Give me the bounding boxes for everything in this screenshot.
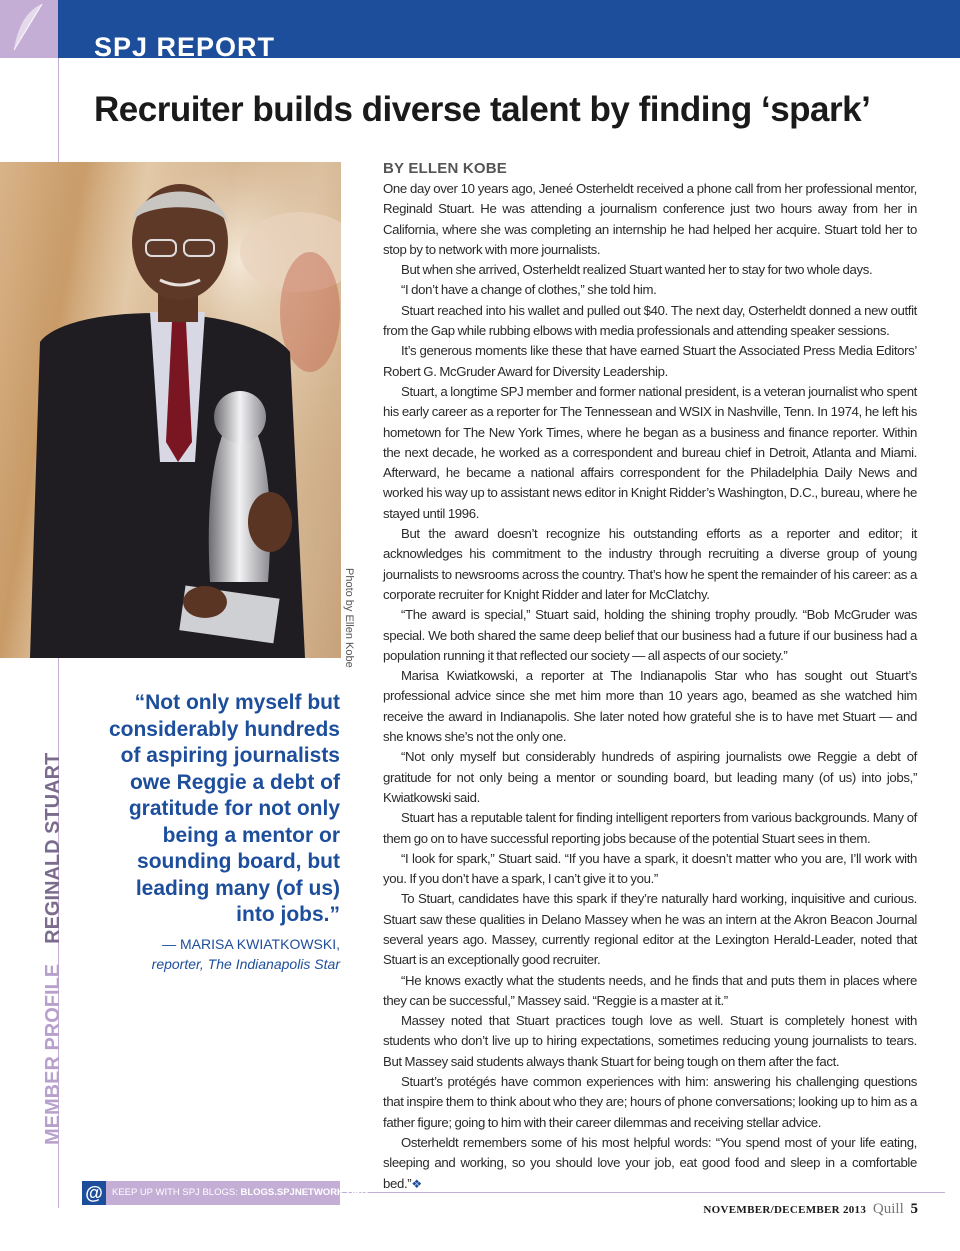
article-last-paragraph (383, 1133, 917, 1194)
photo-credit (343, 568, 357, 668)
pull-quote: “Not only myself but considerably hundreds of aspiring journalists owe Reggie a debt of gratitude for not only being a mentor or sounding board, but leading many (of us) into jobs.” (108, 691, 340, 926)
article-paragraph: Stuart’s protégés have common experiences with him: answering his challenging questions that inspire them to think about who they are; hours of phone conversations; looking up to him as a father figure; going to him with their career dilemmas and receiving stellar advice. (383, 1074, 917, 1130)
headline: Recruiter builds diverse talent by finding ‘spark’ (94, 90, 871, 129)
side-label-subject: REGINALD STUART (42, 752, 64, 944)
side-label (40, 752, 66, 1145)
issue-date: NOVEMBER/DECEMBER 2013 (703, 1204, 867, 1216)
byline: BY ELLEN KOBE (383, 160, 508, 177)
article-paragraph: “I don’t have a change of clothes,” she told him. (401, 282, 657, 298)
section-label: SPJ REPORT (94, 32, 276, 62)
portrait-photo (0, 162, 341, 658)
footer-rule (340, 1192, 945, 1193)
magazine-name: Quill (872, 1201, 904, 1217)
quote-author-role: reporter, The Indianapolis Star (151, 956, 340, 972)
article-paragraph: Stuart has a reputable talent for finding intelligent reporters from various backgrounds. Many of them go on to have successful reporting jobs because of the potential Stuart sees in them. (383, 810, 917, 846)
article-paragraph: Marisa Kwiatkowski, a reporter at The Indianapolis Star who has sought out Stuart’s professional advice since she met him more than 10 years ago, beamed as she watched him receive the award in Indianapolis. She later noted how grateful she is to have met Stuart — and she knows she’s not the only one. (383, 668, 917, 745)
feather-icon (8, 2, 48, 54)
article-paragraph: “Not only myself but considerably hundreds of aspiring journalists owe Reggie a debt of gratitude for not only being a mentor or sounding board, but leading many (of us) into jobs,” Kwiatkowski said. (383, 749, 917, 805)
article-paragraph: Stuart, a longtime SPJ member and former national president, is a veteran journalist who spent his early career as a reporter for The Tennessean and WSIX in Nashville, Tenn. In 1974, he left his hometown for The New York Times, where he began as a business and finance reporter. Within the next decade, he worked as a correspondent and bureau chief in Detroit, Atlanta and Miami. Afterward, he became a national affairs correspondent for the Philadelphia Daily News and worked his way up to assistant news editor in Knight Ridder’s Washington, D.C., bureau, where he stayed until 1996. (383, 383, 917, 521)
page-number: 5 (910, 1201, 918, 1217)
article-paragraph: “He knows exactly what the students needs, and he finds that and puts them in places where they can be successful,” Massey said. “Reggie is a master at it.” (383, 972, 917, 1008)
article-body (383, 179, 917, 1194)
blog-url-link[interactable]: BLOGS.SPJNETWORK.ORG (240, 1187, 369, 1198)
article-paragraph-text: Osterheldt remembers some of his most helpful words: “You spend most of your life eating, sleeping and working, so you should love your job, eat good food and sleep in a comfortable bed.” (383, 1134, 917, 1191)
side-label-category: MEMBER PROFILE (42, 963, 64, 1145)
blog-banner-text[interactable] (112, 1187, 368, 1199)
portrait-illustration (0, 162, 341, 658)
page-folio (703, 1200, 918, 1219)
article-paragraph: Stuart reached into his wallet and pulled out $40. The next day, Osterheldt donned a new outfit from the Gap while rubbing elbows with media professionals and attending speaker sessions. (383, 302, 917, 339)
blog-prefix: KEEP UP WITH SPJ BLOGS: (112, 1187, 241, 1198)
article-paragraph: One day over 10 years ago, Jeneé Osterheldt received a phone call from her professional mentor, Reginald Stuart. He was attending a journalism conference just two hours away from her in California, where she was completing an internship he had helped her acquire. Stuart told her to stop by to network with more journalists. (383, 181, 917, 257)
article-paragraph: But the award doesn’t recognize his outstanding efforts as a reporter and editor; it acknowledges his commitment to the industry through recruiting a diverse group of young journalists to newsrooms across the country. That’s how he spent the remainder of his career: as a corporate recruiter for Knight Ridder and later for McClatchy. (383, 526, 917, 602)
quote-author: — MARISA KWIATKOWSKI, (162, 936, 340, 952)
pull-quote-attribution (96, 934, 340, 974)
article-paragraph: It’s generous moments like these that have earned Stuart the Associated Press Media Editors’ Robert G. McGruder Award for Diversity Leadership. (383, 343, 917, 379)
at-sign-icon: @ (82, 1181, 106, 1205)
feather-logo-box (0, 0, 58, 58)
article-paragraph: Massey noted that Stuart practices tough love as well. Stuart is completely honest with students who don’t live up to hiring expectations, sometimes reducing young journalists to tears. But Massey said students always thank Stuart for being tough on them after the fact. (383, 1013, 917, 1069)
end-mark-icon: ❖ (411, 1176, 422, 1191)
article-paragraph: “I look for spark,” Stuart said. “If you have a spark, it doesn’t matter who you are, I’ll work with you. If you don’t have a spark, I can’t give it to you.” (383, 850, 917, 887)
article-paragraph: To Stuart, candidates have this spark if they’re naturally hard working, inquisitive and curious. Stuart saw these qualities in Delano Massey when he was an intern at the Akron Beacon Journal several years ago. Massey, currently regional editor at the Lexington Herald-Leader, noted that Stuart is an exceptionally good recruiter. (383, 891, 917, 968)
photo-credit-text: Photo by Ellen Kobe (343, 568, 355, 668)
article-paragraph: But when she arrived, Osterheldt realized Stuart wanted her to stay for two whole days. (401, 262, 873, 278)
article-paragraph: “The award is special,” Stuart said, holding the shining trophy proudly. “Bob McGruder was special. We both shared the same deep belief that our business had a future if our business had a population running it that reflected our society — all aspects of our society.” (383, 607, 917, 663)
